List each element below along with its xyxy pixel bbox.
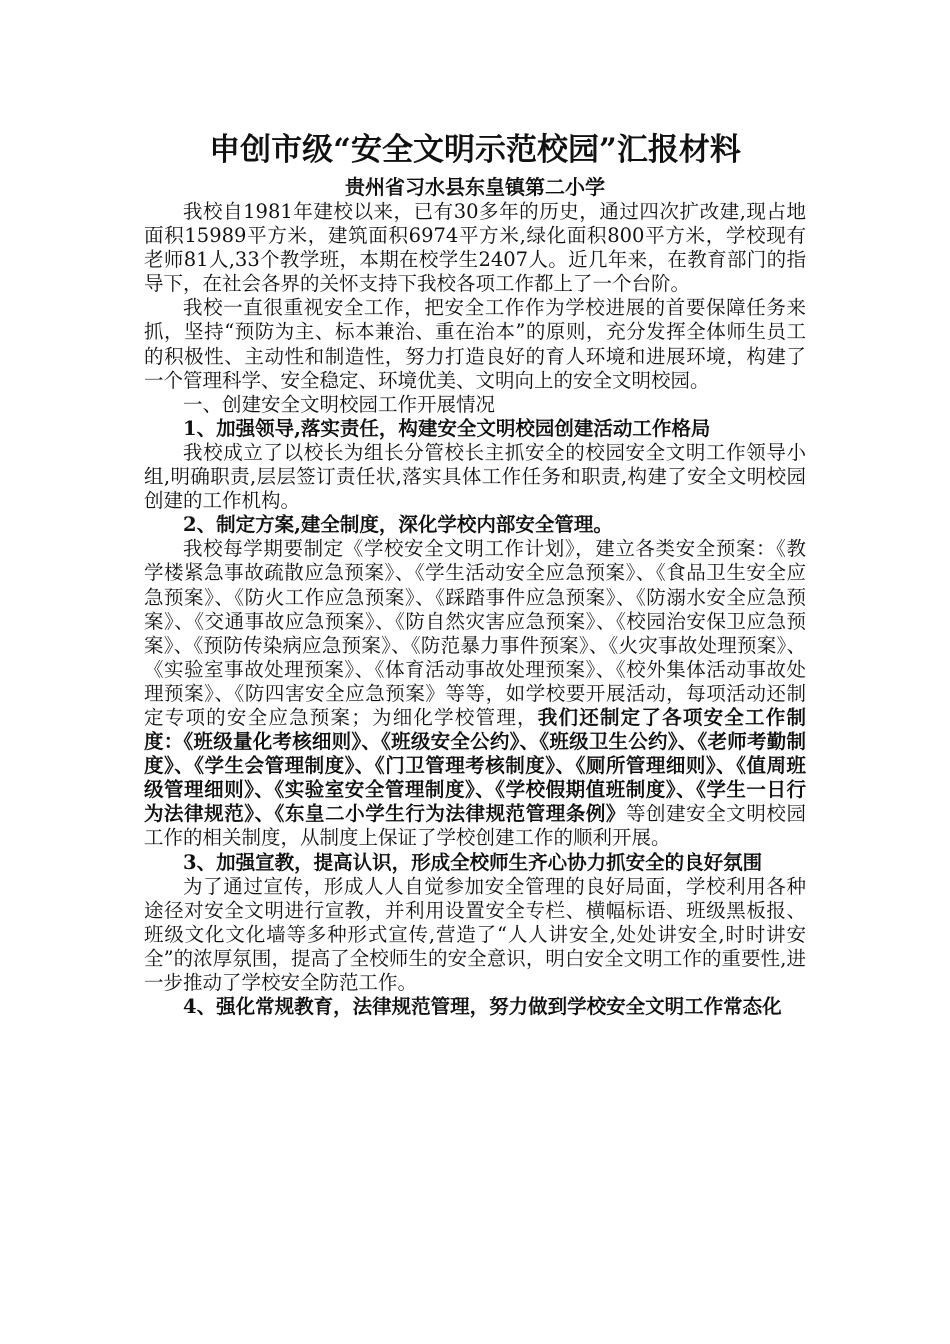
subheading-publicity: 3、加强宣教，提高认识，形成全校师生齐心协力抓安全的良好氛围 (183, 850, 763, 874)
paragraph-safety-priority: 我校一直很重视安全工作，把安全工作作为学校进展的首要保障任务来抓，坚持“预防为主、标本兼治、重在治本”的原则，充分发挥全体师生员工的积极性、主动性和制造性，努力打造良好的育人环境和进展环境，构建了一个管理科学、安全稳定、环境优美、文明向上的安全文明校园。 (144, 296, 806, 392)
document-body (144, 200, 806, 1019)
paragraph-leadership: 我校成立了以校长为组长分管校长主抓安全的校园安全文明工作领导小组,明确职责,层层签订责任状,落实具体工作任务和职责,构建了安全文明校园创建的工作机构。 (144, 440, 806, 513)
subheading-plans: 2、制定方案,建全制度，深化学校内部安全管理。 (183, 513, 613, 537)
paragraph-plans (144, 537, 806, 850)
document-subtitle: 贵州省习水县东皇镇第二小学 (345, 175, 605, 199)
plans-text: 我校每学期要制定《学校安全文明工作计划》，建立各类安全预案：《教学楼紧急事故疏散应急预案》、《学生活动安全应急预案》、《食品卫生安全应急预案》、《防火工作应急预案》、《踩踏事件应急预案》、《防溺水安全应急预案》、《交通事故应急预案》、《防自然灾害应急预案》、《校园治安保卫应急预案》、《预防传染病应急预案》、《防范暴力事件预案》、《火灾事故处理预案》、《实验室事故处理预案》、《体育活动事故处理预案》、《校外集体活动事故处理预案》、《防四害安全应急预案》等等，如学校要开展活动，每项活动还制定专项的安全应急预案；为细化学校管理， (144, 537, 806, 729)
section-heading-1: 一、创建安全文明校园工作开展情况 (183, 392, 496, 416)
subheading-routine: 4、强化常规教育，法律规范管理，努力做到学校安全文明工作常态化 (183, 995, 782, 1019)
plans-rules-bold: 我们还制定了各项安全工作制度：《班级量化考核细则》、《班级安全公约》、《班级卫生公约》、《老师考勤制度》、《学生会管理制度》、《门卫管理考核制度》、《厕所管理细则》、《值周班级管理细则》、《实验室安全管理制度》、《学校假期值班制度》、《学生一日行为法律规范》、《东皇二小学生行为法律规范管理条例》 (144, 705, 806, 826)
paragraph-publicity: 为了通过宣传，形成人人自觉参加安全管理的良好局面，学校利用各种途径对安全文明进行宣教，并利用设置安全专栏、横幅标语、班级黑板报、班级文化文化墙等多种形式宣传,营造了“人人讲安全,处处讲安全,时时讲安全”的浓厚氛围，提高了全校师生的安全意识，明白安全文明工作的重要性,进一步推动了学校安全防范工作。 (144, 874, 806, 994)
paragraph-intro: 我校自1981年建校以来，已有30多年的历史，通过四次扩改建,现占地面积15989平方米，建筑面积6974平方米,绿化面积800平方米，学校现有老师81人,33个教学班，本期在校学生2407人。近几年来，在教育部门的指导下，在社会各界的关怀支持下我校各项工作都上了一个台阶。 (144, 200, 806, 296)
document-title: 申创市级“安全文明示范校园”汇报材料 (209, 132, 741, 168)
plans-tail: 等创建安全文明校园工作的相关制度，从制度上保证了学校创建工作的顺利开展。 (144, 802, 806, 850)
subheading-leadership: 1、加强领导,落实责任，构建安全文明校园创建活动工作格局 (183, 416, 711, 440)
